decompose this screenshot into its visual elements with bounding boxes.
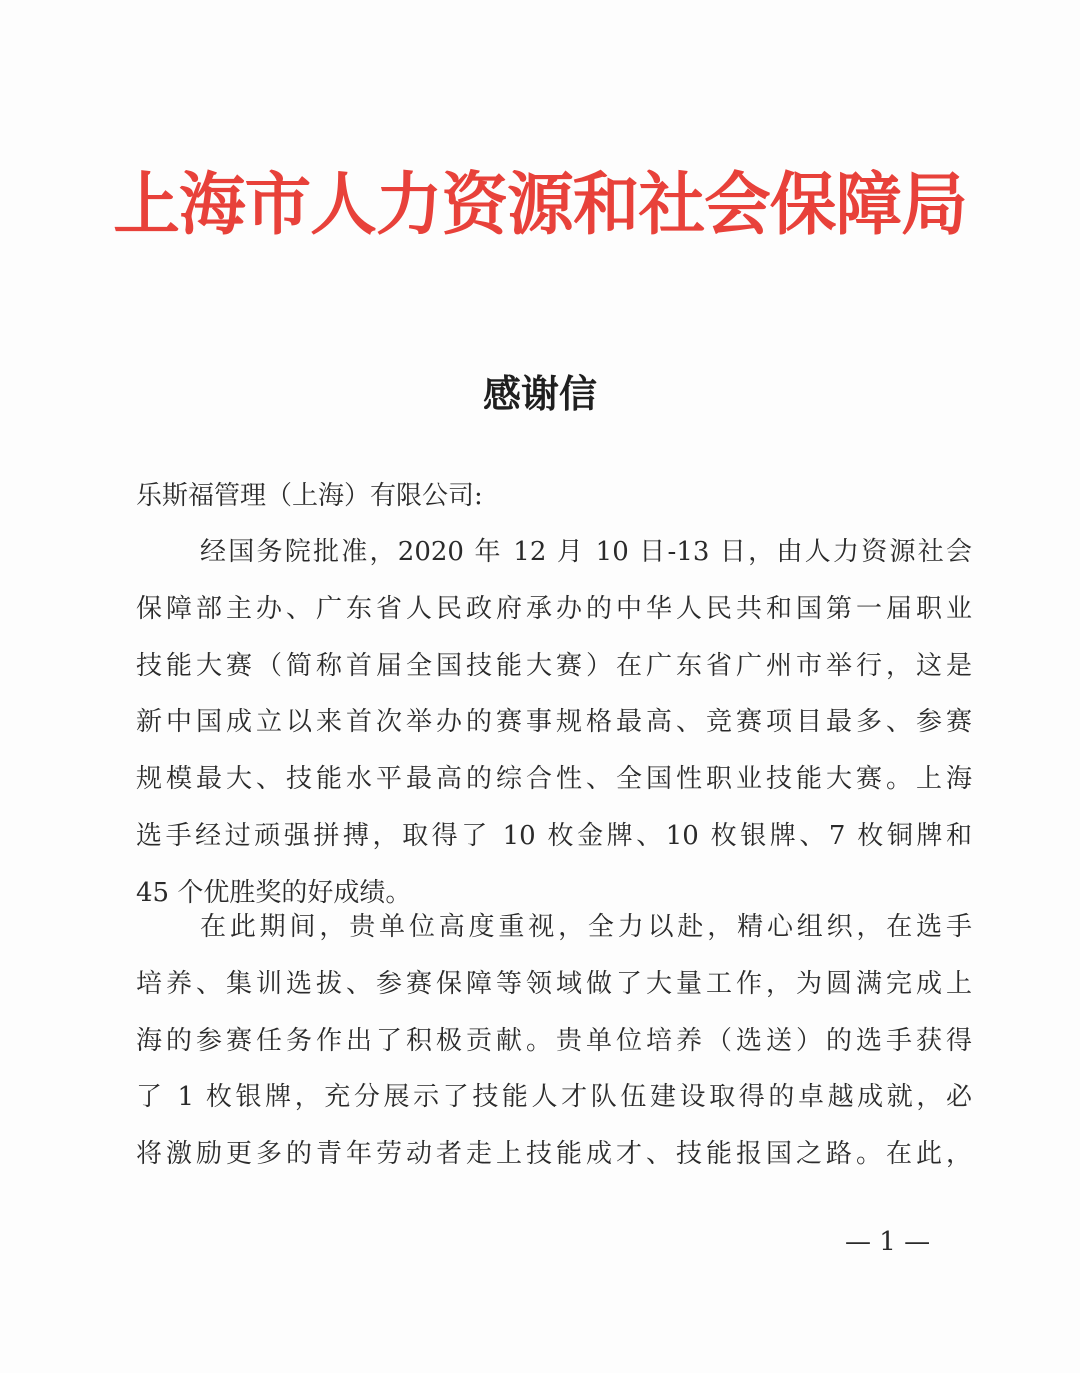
letter-title: 感谢信 [482,372,597,416]
letterhead-org-name: 上海市人力资源和社会保障局 [113,165,967,245]
paragraph-line: 45 个优胜奖的好成绩。 [136,877,412,908]
paragraph-1 [136,524,972,922]
paragraph-line: 保障部主办、广东省人民政府承办的中华人民共和国第一届职业 [136,593,972,624]
paragraph-line: 规模最大、技能水平最高的综合性、全国性职业技能大赛。上海 [136,764,972,795]
paragraph-line: 在此期间，贵单位高度重视，全力以赴，精心组织，在选手 [200,912,972,942]
salutation: 乐斯福管理（上海）有限公司: [136,481,483,511]
paragraph-2 [136,899,972,1183]
page-number: — 1 — [845,1227,931,1257]
paragraph-line: 新中国成立以来首次举办的赛事规格最高、竞赛项目最多、参赛 [136,707,972,738]
paragraph-line: 技能大赛（简称首届全国技能大赛）在广东省广州市举行，这是 [136,650,972,681]
paragraph-line: 了 1 枚银牌，充分展示了技能人才队伍建设取得的卓越成就，必 [136,1082,972,1113]
paragraph-line: 将激励更多的青年劳动者走上技能成才、技能报国之路。在此， [136,1139,972,1170]
paragraph-line: 选手经过顽强拼搏，取得了 10 枚金牌、10 枚银牌、7 枚铜牌和 [136,820,972,851]
paragraph-line: 经国务院批准，2020 年 12 月 10 日-13 日，由人力资源社会 [200,537,972,567]
paragraph-line: 海的参赛任务作出了积极贡献。贵单位培养（选送）的选手获得 [136,1025,972,1056]
paragraph-line: 培养、集训选拔、参赛保障等领域做了大量工作，为圆满完成上 [136,968,972,999]
